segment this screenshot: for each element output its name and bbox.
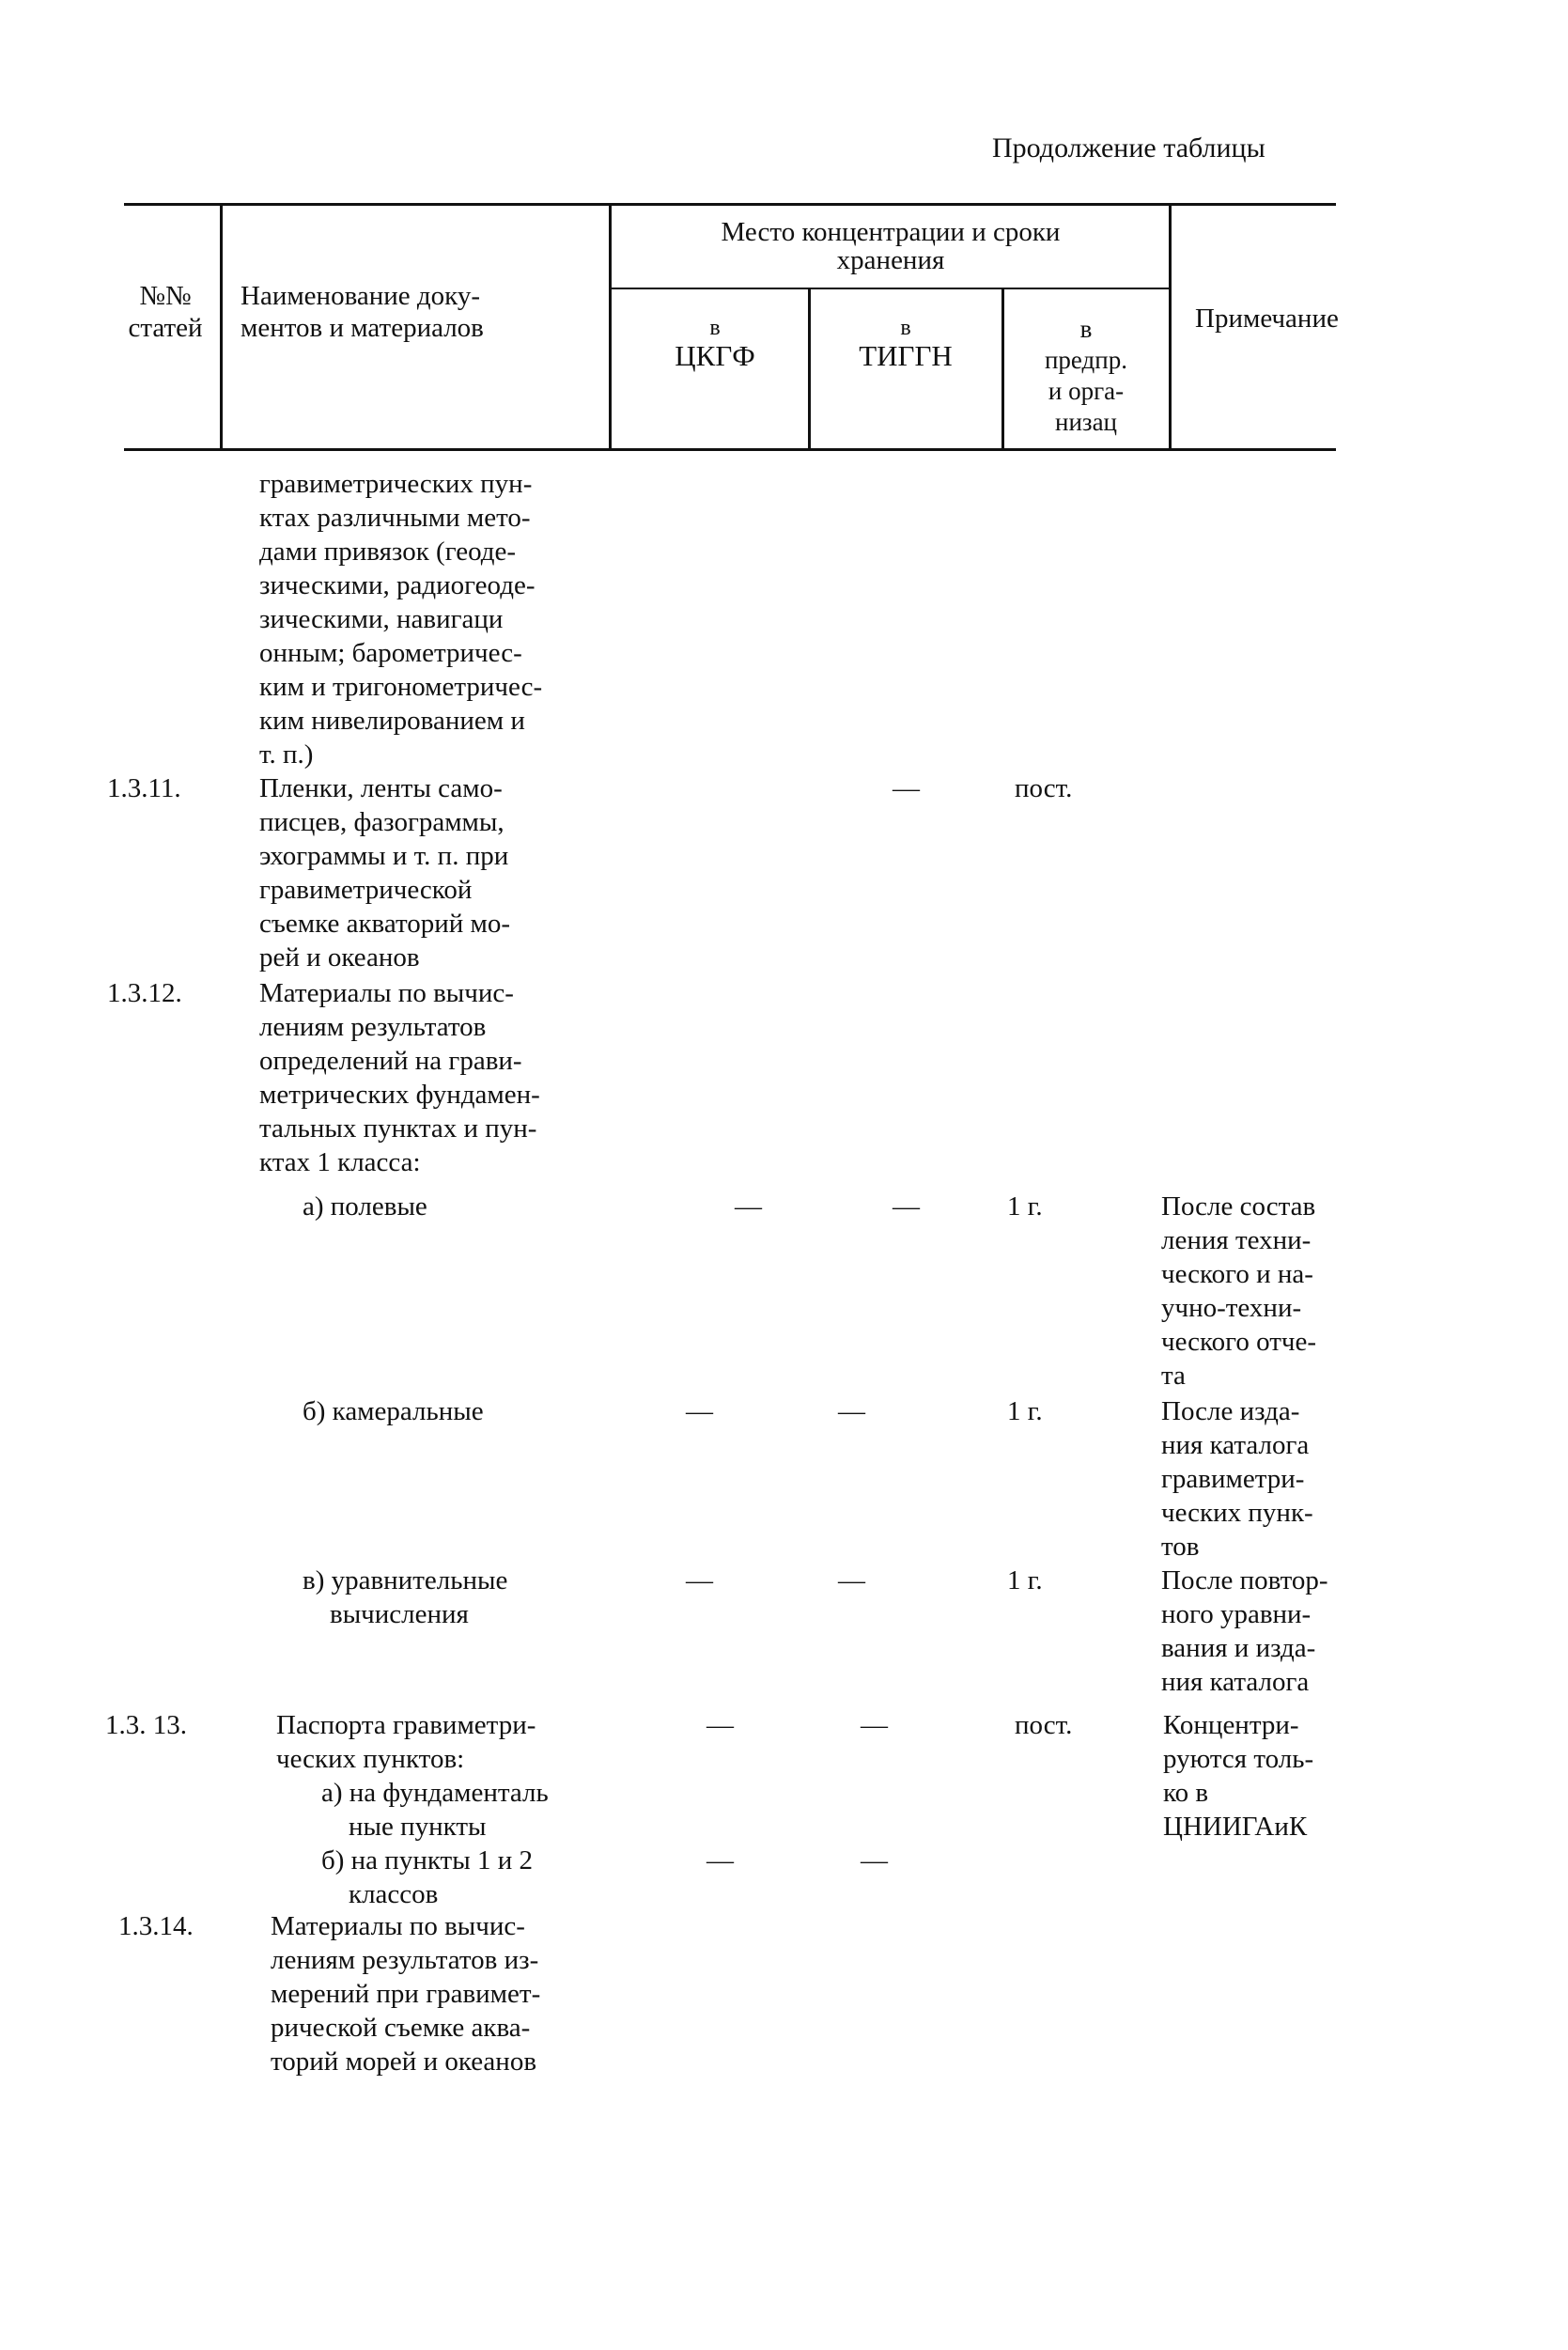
row-1314-name: Материалы по вычис- лениям результатов из- мерений при гравимет- рической съемке аква- торий морей и океанов [271,1911,541,2077]
row-1313-name: Паспорта гравиметри- ческих пунктов: [276,1710,536,1774]
header-bottom-rule [124,448,1336,451]
row-fundamental-name: а) на фундаменталь ные пункты [321,1778,549,1842]
row-1313-org: пост. [1015,1710,1073,1740]
row-class12-name: б) на пункты 1 и 2 классов [321,1845,533,1909]
row-1311-tiggn: — [893,773,920,803]
row-adjust-org: 1 г. [1007,1565,1043,1595]
row-adjust-tiggn: — [838,1565,865,1595]
row-field-org: 1 г. [1007,1191,1043,1222]
header-tiggn-prefix: в [900,316,911,340]
row-continuation-name: гравиметрических пун- ктах различными мето- дами привязок (геоде- зическими, радиогеоде- зическими, навигаци онным; барометричес- ким и тригонометричес- ким нивелированием и т. п.) [259,469,543,770]
row-1311-number: 1.3.11. [107,773,181,803]
row-office-name: б) камеральные [303,1396,484,1426]
row-1313-note: Концентри- руются толь- ко в ЦНИИГАиК [1163,1710,1314,1842]
header-divider-1 [220,205,223,449]
row-office-note: После изда- ния каталога гравиметри- ческих пунк- тов [1161,1396,1313,1562]
row-1313-ckgf: — [706,1710,734,1740]
row-office-ckgf: — [686,1396,713,1426]
row-field-name: а) полевые [303,1191,427,1222]
continuation-label: Продолжение таблицы [992,132,1265,163]
row-1312-number: 1.3.12. [107,978,182,1008]
header-ckgf: ЦКГФ [675,339,755,372]
row-1313-tiggn: — [861,1710,888,1740]
header-number: №№ статей [128,281,203,343]
header-name: Наименование доку- ментов и материалов [241,281,484,343]
row-office-org: 1 г. [1007,1396,1043,1426]
row-1314-number: 1.3.14. [118,1911,194,1941]
row-1311-name: Пленки, ленты само- писцев, фазограммы, эхограммы и т. п. при гравиметрической съемке акваторий мо- рей и океанов [259,773,511,973]
row-1313-number: 1.3. 13. [105,1710,187,1740]
header-place: Место концентрации и сроки хранения [721,217,1061,275]
row-adjust-name: в) уравнительные вычисления [303,1565,508,1629]
header-divider-4 [1001,288,1004,449]
header-divider-3 [808,288,811,449]
row-adjust-ckgf: — [686,1565,713,1595]
row-field-tiggn: — [893,1191,920,1222]
header-ckgf-prefix: в [709,316,721,340]
header-note: Примечание [1195,303,1339,334]
header-top-rule [124,203,1336,206]
header-org: в предпр. и орга- низац [1044,315,1127,436]
place-subheader-rule [609,288,1169,289]
header-divider-5 [1169,205,1172,449]
row-class12-ckgf: — [706,1845,734,1875]
header-tiggn: ТИГГН [859,339,953,372]
header-divider-2 [609,205,612,449]
row-1311-org: пост. [1015,773,1073,803]
row-adjust-note: После повтор- ного уравни- вания и изда- ния каталога [1161,1565,1328,1697]
row-field-ckgf: — [735,1191,762,1222]
row-class12-tiggn: — [861,1845,888,1875]
row-field-note: После состав ления техни- ческого и на- учно-техни- ческого отче- та [1161,1191,1316,1391]
row-office-tiggn: — [838,1396,865,1426]
row-1312-name: Материалы по вычис- лениям результатов определений на грави- метрических фундамен- тальных пунктах и пун- ктах 1 класса: [259,978,540,1177]
